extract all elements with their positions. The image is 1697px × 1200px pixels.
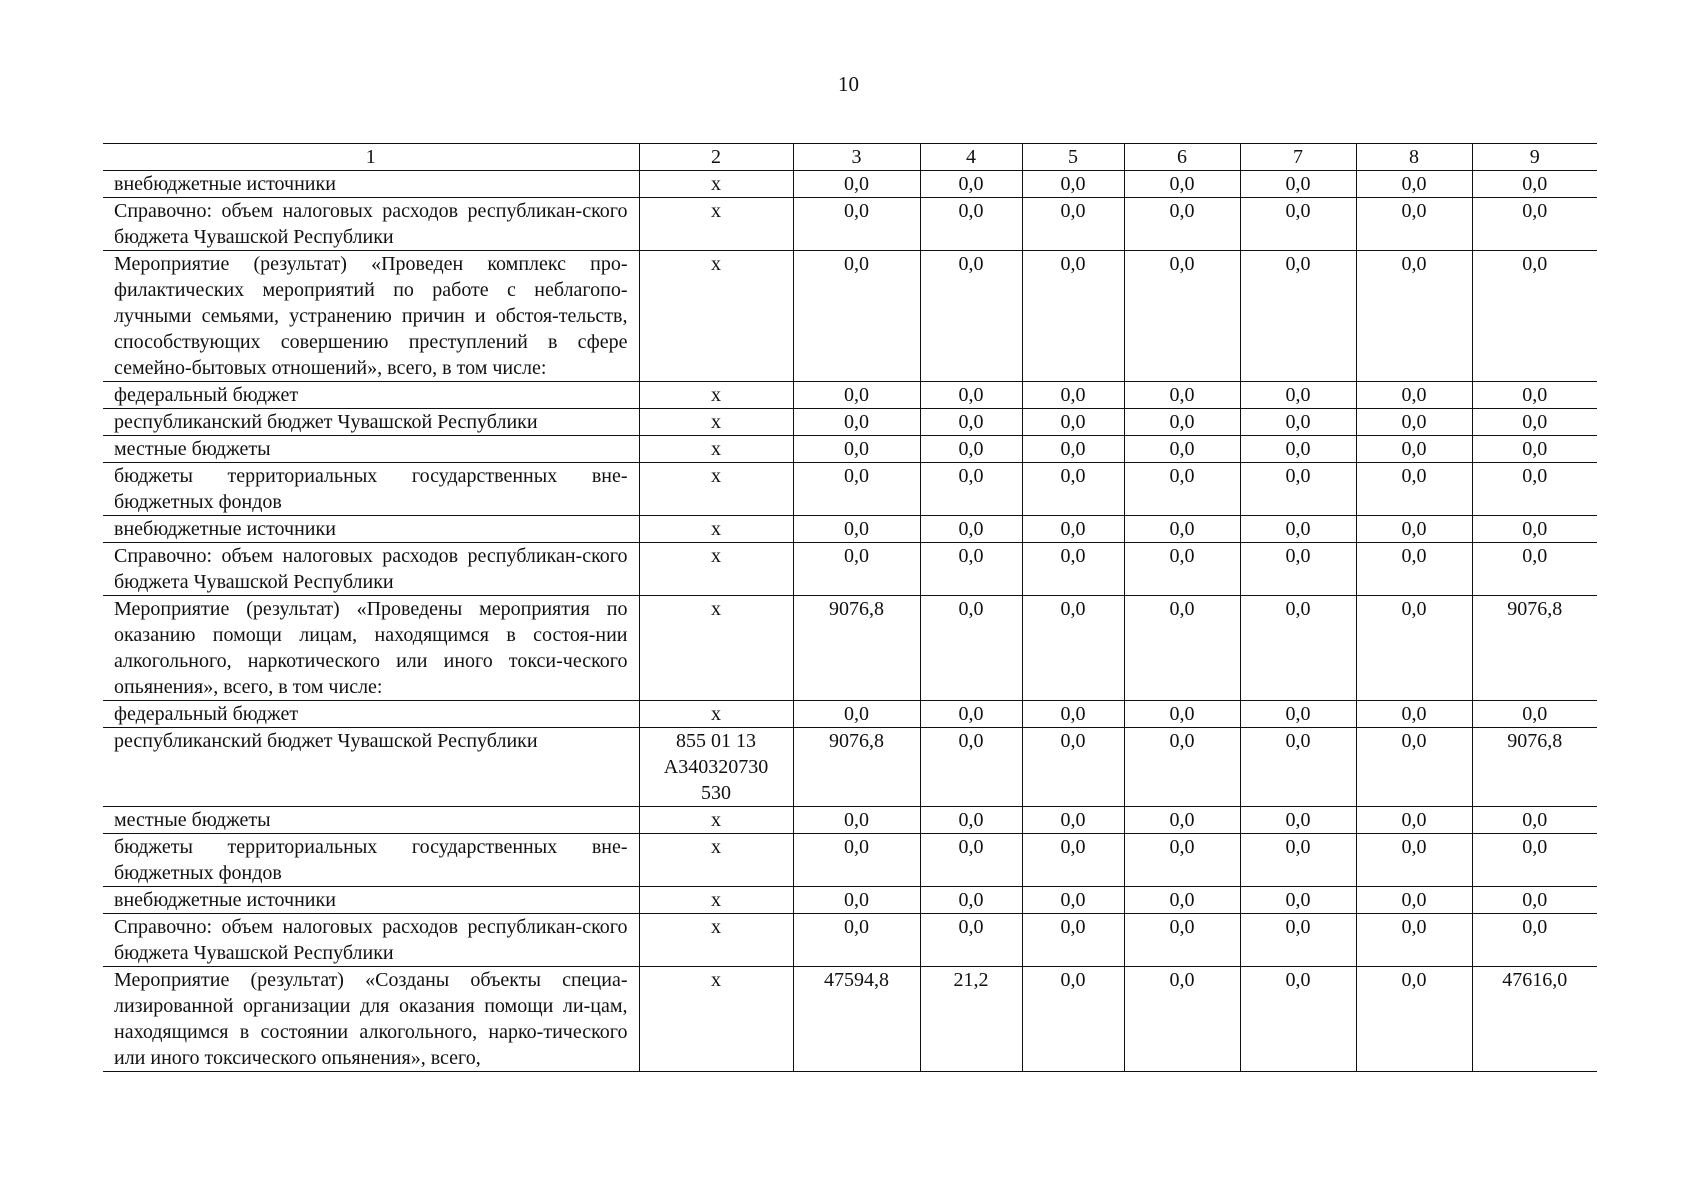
column-header: 7 — [1240, 144, 1356, 171]
value-cell: 0,0 — [793, 409, 920, 436]
value-cell: 0,0 — [920, 516, 1022, 543]
value-cell: 0,0 — [920, 887, 1022, 914]
row-name-cell: местные бюджеты — [103, 807, 639, 834]
row-name-cell: внебюджетные источники — [103, 887, 639, 914]
table-row — [103, 198, 1597, 251]
value-cell: 0,0 — [920, 409, 1022, 436]
value-cell: 0,0 — [793, 251, 920, 382]
value-cell: 0,0 — [1124, 728, 1240, 807]
budget-code-cell: 855 01 13 А340320730 530 — [639, 728, 793, 807]
value-cell: 0,0 — [1124, 436, 1240, 463]
row-name-cell: Мероприятие (результат) «Проведены мероприятия по оказанию помощи лицам, находящимся в состоя-нии алкогольного, наркотического или иного токси-ческого опьянения», всего, в том числе: — [103, 596, 639, 701]
value-cell: 0,0 — [1356, 807, 1472, 834]
value-cell: 0,0 — [1124, 701, 1240, 728]
budget-code-cell: х — [639, 251, 793, 382]
value-cell: 0,0 — [1472, 887, 1597, 914]
value-cell: 0,0 — [1472, 436, 1597, 463]
column-header: 4 — [920, 144, 1022, 171]
table-body — [103, 171, 1597, 1072]
page-number: 10 — [838, 72, 859, 96]
row-name-cell: федеральный бюджет — [103, 701, 639, 728]
value-cell: 0,0 — [1472, 198, 1597, 251]
value-cell: 0,0 — [1022, 251, 1124, 382]
table-row — [103, 436, 1597, 463]
value-cell: 0,0 — [1356, 728, 1472, 807]
value-cell: 0,0 — [920, 463, 1022, 516]
budget-code-cell: х — [639, 516, 793, 543]
value-cell: 0,0 — [1240, 198, 1356, 251]
value-cell: 0,0 — [920, 543, 1022, 596]
value-cell: 0,0 — [1472, 409, 1597, 436]
value-cell: 0,0 — [1240, 887, 1356, 914]
table-row — [103, 834, 1597, 887]
column-number-row — [103, 144, 1597, 171]
column-header: 9 — [1472, 144, 1597, 171]
table-row — [103, 543, 1597, 596]
value-cell: 0,0 — [1240, 516, 1356, 543]
value-cell: 0,0 — [1022, 914, 1124, 967]
budget-code-cell: х — [639, 436, 793, 463]
value-cell: 0,0 — [1022, 543, 1124, 596]
value-cell: 0,0 — [1022, 887, 1124, 914]
value-cell: 0,0 — [793, 543, 920, 596]
budget-code-cell: х — [639, 834, 793, 887]
value-cell: 0,0 — [1356, 516, 1472, 543]
value-cell: 0,0 — [1240, 914, 1356, 967]
value-cell: 0,0 — [1240, 596, 1356, 701]
value-cell: 0,0 — [1022, 701, 1124, 728]
row-name-cell: Мероприятие (результат) «Проведен комплекс про-филактических мероприятий по работе с неблагопо-лучными семьями, устранению причин и обстоя-тельств, способствующих совершению преступлений в сфере семейно-бытовых отношений», всего, в том числе: — [103, 251, 639, 382]
value-cell: 47616,0 — [1472, 967, 1597, 1072]
value-cell: 0,0 — [1022, 463, 1124, 516]
value-cell: 0,0 — [1472, 807, 1597, 834]
value-cell: 0,0 — [920, 914, 1022, 967]
value-cell: 0,0 — [1124, 914, 1240, 967]
column-header: 5 — [1022, 144, 1124, 171]
value-cell: 0,0 — [920, 701, 1022, 728]
value-cell: 0,0 — [793, 382, 920, 409]
value-cell: 0,0 — [920, 728, 1022, 807]
value-cell: 0,0 — [1472, 834, 1597, 887]
row-name-cell: внебюджетные источники — [103, 516, 639, 543]
table-row — [103, 914, 1597, 967]
value-cell: 0,0 — [793, 463, 920, 516]
value-cell: 0,0 — [1124, 887, 1240, 914]
value-cell: 0,0 — [1240, 807, 1356, 834]
budget-code-cell: х — [639, 807, 793, 834]
table-row — [103, 728, 1597, 807]
budget-code-cell: х — [639, 382, 793, 409]
table-row — [103, 807, 1597, 834]
table-row — [103, 409, 1597, 436]
table-row — [103, 463, 1597, 516]
value-cell: 0,0 — [1124, 251, 1240, 382]
value-cell: 0,0 — [1356, 436, 1472, 463]
value-cell: 0,0 — [1472, 914, 1597, 967]
value-cell: 0,0 — [1022, 436, 1124, 463]
value-cell: 0,0 — [920, 198, 1022, 251]
value-cell: 0,0 — [1472, 516, 1597, 543]
value-cell: 0,0 — [1472, 171, 1597, 198]
value-cell: 0,0 — [1124, 543, 1240, 596]
value-cell: 0,0 — [1356, 251, 1472, 382]
budget-table — [103, 143, 1597, 1072]
row-name-cell: местные бюджеты — [103, 436, 639, 463]
value-cell: 0,0 — [1124, 967, 1240, 1072]
budget-code-cell: х — [639, 967, 793, 1072]
value-cell: 0,0 — [793, 436, 920, 463]
column-header: 3 — [793, 144, 920, 171]
value-cell: 0,0 — [1022, 834, 1124, 887]
budget-code-cell: х — [639, 701, 793, 728]
table-row — [103, 382, 1597, 409]
row-name-cell: бюджеты территориальных государственных вне-бюджетных фондов — [103, 834, 639, 887]
budget-code-cell: х — [639, 596, 793, 701]
value-cell: 9076,8 — [793, 596, 920, 701]
value-cell: 0,0 — [1356, 382, 1472, 409]
value-cell: 0,0 — [920, 807, 1022, 834]
value-cell: 0,0 — [1356, 701, 1472, 728]
table-row — [103, 967, 1597, 1072]
value-cell: 0,0 — [1124, 596, 1240, 701]
value-cell: 0,0 — [1022, 409, 1124, 436]
value-cell: 0,0 — [1124, 382, 1240, 409]
value-cell: 0,0 — [1472, 251, 1597, 382]
column-header: 8 — [1356, 144, 1472, 171]
row-name-cell: внебюджетные источники — [103, 171, 639, 198]
budget-code-cell: х — [639, 914, 793, 967]
table-row — [103, 887, 1597, 914]
value-cell: 0,0 — [1472, 382, 1597, 409]
column-header: 1 — [103, 144, 639, 171]
budget-code-cell: х — [639, 543, 793, 596]
value-cell: 0,0 — [1124, 198, 1240, 251]
value-cell: 0,0 — [1356, 543, 1472, 596]
value-cell: 0,0 — [1240, 967, 1356, 1072]
value-cell: 0,0 — [793, 171, 920, 198]
value-cell: 0,0 — [1356, 914, 1472, 967]
value-cell: 0,0 — [1356, 967, 1472, 1072]
row-name-cell: Справочно: объем налоговых расходов республикан-ского бюджета Чувашской Республики — [103, 914, 639, 967]
value-cell: 0,0 — [1240, 834, 1356, 887]
value-cell: 0,0 — [1356, 887, 1472, 914]
budget-code-cell: х — [639, 171, 793, 198]
budget-code-cell: х — [639, 887, 793, 914]
value-cell: 47594,8 — [793, 967, 920, 1072]
value-cell: 0,0 — [920, 171, 1022, 198]
value-cell: 0,0 — [1022, 198, 1124, 251]
table-row — [103, 596, 1597, 701]
value-cell: 0,0 — [1022, 728, 1124, 807]
value-cell: 21,2 — [920, 967, 1022, 1072]
value-cell: 9076,8 — [1472, 596, 1597, 701]
table-row — [103, 516, 1597, 543]
value-cell: 0,0 — [920, 436, 1022, 463]
value-cell: 0,0 — [1022, 516, 1124, 543]
value-cell: 0,0 — [1240, 251, 1356, 382]
budget-code-cell: х — [639, 463, 793, 516]
value-cell: 0,0 — [1022, 171, 1124, 198]
value-cell: 0,0 — [1124, 463, 1240, 516]
row-name-cell: республиканский бюджет Чувашской Республики — [103, 409, 639, 436]
value-cell: 0,0 — [1356, 463, 1472, 516]
value-cell: 0,0 — [1240, 728, 1356, 807]
value-cell: 0,0 — [1240, 463, 1356, 516]
value-cell: 0,0 — [1022, 596, 1124, 701]
row-name-cell: бюджеты территориальных государственных вне-бюджетных фондов — [103, 463, 639, 516]
value-cell: 0,0 — [1356, 171, 1472, 198]
value-cell: 0,0 — [1472, 463, 1597, 516]
value-cell: 0,0 — [1356, 409, 1472, 436]
value-cell: 0,0 — [1124, 516, 1240, 543]
value-cell: 0,0 — [1240, 543, 1356, 596]
column-header: 6 — [1124, 144, 1240, 171]
value-cell: 0,0 — [793, 701, 920, 728]
budget-code-cell: х — [639, 409, 793, 436]
value-cell: 0,0 — [1240, 701, 1356, 728]
value-cell: 9076,8 — [1472, 728, 1597, 807]
value-cell: 0,0 — [920, 382, 1022, 409]
value-cell: 0,0 — [793, 807, 920, 834]
value-cell: 0,0 — [1240, 409, 1356, 436]
value-cell: 0,0 — [1124, 834, 1240, 887]
value-cell: 0,0 — [1356, 834, 1472, 887]
column-header: 2 — [639, 144, 793, 171]
table-row — [103, 701, 1597, 728]
value-cell: 0,0 — [1022, 967, 1124, 1072]
row-name-cell: Мероприятие (результат) «Созданы объекты специа-лизированной организации для оказания помощи ли-цам, находящимся в состоянии алкогольного, нарко-тического или иного токсического опьянения», всего, — [103, 967, 639, 1072]
table-row — [103, 171, 1597, 198]
value-cell: 0,0 — [793, 516, 920, 543]
value-cell: 0,0 — [1472, 543, 1597, 596]
value-cell: 0,0 — [793, 887, 920, 914]
value-cell: 0,0 — [920, 834, 1022, 887]
row-name-cell: Справочно: объем налоговых расходов республикан-ского бюджета Чувашской Республики — [103, 198, 639, 251]
budget-code-cell: х — [639, 198, 793, 251]
value-cell: 0,0 — [1356, 198, 1472, 251]
value-cell: 0,0 — [1472, 701, 1597, 728]
row-name-cell: федеральный бюджет — [103, 382, 639, 409]
value-cell: 0,0 — [793, 198, 920, 251]
value-cell: 0,0 — [1022, 382, 1124, 409]
row-name-cell: Справочно: объем налоговых расходов республикан-ского бюджета Чувашской Республики — [103, 543, 639, 596]
value-cell: 0,0 — [1356, 596, 1472, 701]
value-cell: 0,0 — [1240, 436, 1356, 463]
value-cell: 0,0 — [1240, 382, 1356, 409]
value-cell: 0,0 — [793, 834, 920, 887]
row-name-cell: республиканский бюджет Чувашской Республики — [103, 728, 639, 807]
value-cell: 0,0 — [1124, 409, 1240, 436]
value-cell: 0,0 — [920, 251, 1022, 382]
value-cell: 0,0 — [1240, 171, 1356, 198]
value-cell: 0,0 — [1022, 807, 1124, 834]
value-cell: 0,0 — [793, 914, 920, 967]
value-cell: 0,0 — [1124, 807, 1240, 834]
value-cell: 0,0 — [1124, 171, 1240, 198]
value-cell: 9076,8 — [793, 728, 920, 807]
table-row — [103, 251, 1597, 382]
value-cell: 0,0 — [920, 596, 1022, 701]
